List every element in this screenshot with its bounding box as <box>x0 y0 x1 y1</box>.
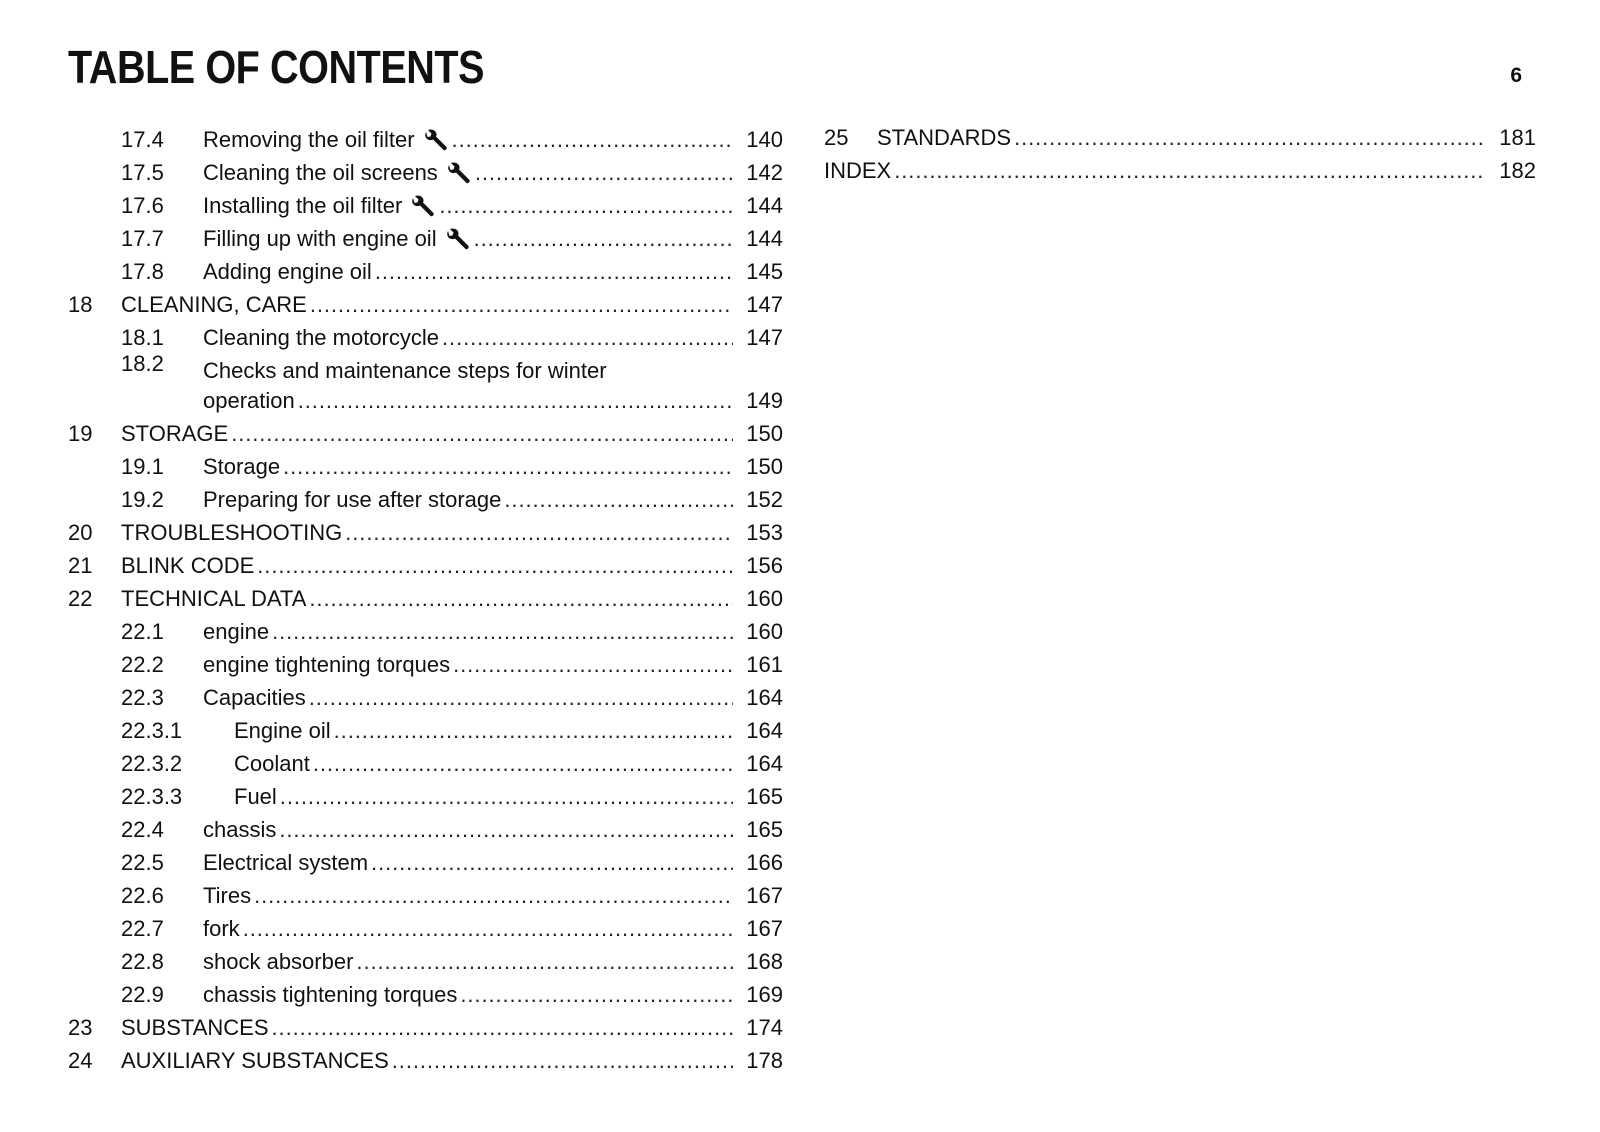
toc-entry[interactable] <box>68 810 783 843</box>
toc-entry-title: Adding engine oil <box>203 259 372 284</box>
toc-entry-title: Preparing for use after storage <box>203 487 502 512</box>
dot-leader <box>375 259 733 285</box>
toc-entry-title: CLEANING, CARE <box>121 292 307 317</box>
toc-entry[interactable] <box>68 777 783 810</box>
toc-entry-title: TECHNICAL DATA <box>121 586 307 611</box>
toc-entry-page: 167 <box>746 883 783 908</box>
toc-entry-page: 144 <box>746 193 783 218</box>
toc-entry-page: 153 <box>746 520 783 545</box>
toc-entry-title: Removing the oil filter <box>203 127 415 152</box>
toc-entry-page: 145 <box>746 259 783 284</box>
toc-entry[interactable] <box>68 1041 783 1074</box>
toc-entry-number: 18.2 <box>121 351 164 376</box>
toc-entry-title: Filling up with engine oil <box>203 226 437 251</box>
wrench-icon <box>410 195 436 219</box>
toc-entry-title: BLINK CODE <box>121 553 255 578</box>
toc-entry[interactable] <box>68 909 783 942</box>
toc-entry-page: 165 <box>746 817 783 842</box>
toc-entry-number: 18.1 <box>121 325 164 350</box>
toc-entry-title: Storage <box>203 454 281 479</box>
toc-entry-number: 22.3.3 <box>121 784 183 809</box>
toc-entry-title: Coolant <box>234 751 310 776</box>
toc-entry-title: TROUBLESHOOTING <box>121 520 343 545</box>
toc-entry-page: 181 <box>1499 125 1536 150</box>
toc-entry[interactable] <box>68 351 783 414</box>
toc-entry-number: 21 <box>68 553 93 578</box>
toc-entry[interactable] <box>68 744 783 777</box>
toc-entry-title: engine <box>203 619 270 644</box>
toc-entry-title-continued: operation <box>203 388 295 413</box>
toc-entry-number: 22.6 <box>121 883 164 908</box>
page-title: TABLE OF CONTENTS <box>68 41 485 93</box>
dot-leader <box>442 325 733 351</box>
toc-entry-number: 22.3.1 <box>121 718 183 743</box>
wrench-icon <box>446 162 472 186</box>
toc-entry-title: shock absorber <box>203 949 354 974</box>
toc-entry-title: AUXILIARY SUBSTANCES <box>121 1048 389 1073</box>
toc-entry[interactable] <box>68 186 783 219</box>
toc-entry-title: Installing the oil filter <box>203 193 403 218</box>
dot-leader <box>298 388 733 414</box>
toc-entry-number: 22 <box>68 586 93 611</box>
toc-entry[interactable] <box>68 876 783 909</box>
page-number: 6 <box>1510 64 1522 87</box>
wrench-icon <box>445 228 471 252</box>
dot-leader <box>243 916 733 942</box>
toc-right-column <box>824 118 1536 184</box>
toc-entry-title: Cleaning the oil screens <box>203 160 438 185</box>
dot-leader <box>272 619 733 645</box>
toc-entry-number: 22.5 <box>121 850 164 875</box>
dot-leader <box>279 817 733 843</box>
toc-entry-title: chassis tightening torques <box>203 982 458 1007</box>
dot-leader <box>310 292 733 318</box>
dot-leader <box>894 158 1486 184</box>
toc-entry-page: 164 <box>746 718 783 743</box>
toc-entry-number: 22.2 <box>121 652 164 677</box>
toc-entry-title: SUBSTANCES <box>121 1015 269 1040</box>
toc-entry-number: 22.9 <box>121 982 164 1007</box>
toc-entry-number: 17.4 <box>121 127 164 152</box>
dot-leader <box>504 487 733 513</box>
dot-leader <box>313 751 733 777</box>
toc-entry-number: 17.6 <box>121 193 164 218</box>
dot-leader <box>345 520 733 546</box>
toc-entry[interactable] <box>68 612 783 645</box>
dot-leader <box>474 226 733 252</box>
toc-entry-page: 164 <box>746 685 783 710</box>
toc-entry-number: 17.8 <box>121 259 164 284</box>
toc-entry[interactable] <box>68 480 783 513</box>
toc-entry-page: 160 <box>746 586 783 611</box>
toc-entry[interactable] <box>68 711 783 744</box>
toc-entry-page: 167 <box>746 916 783 941</box>
toc-entry-title: Engine oil <box>234 718 331 743</box>
toc-entry[interactable] <box>68 1008 783 1041</box>
toc-entry-number: 22.3 <box>121 685 164 710</box>
dot-leader <box>356 949 733 975</box>
toc-entry-number: 22.8 <box>121 949 164 974</box>
toc-entry-page: 150 <box>746 454 783 479</box>
dot-leader <box>334 718 733 744</box>
toc-entry-number: 20 <box>68 520 93 545</box>
toc-entry[interactable] <box>68 414 783 447</box>
toc-entry[interactable] <box>68 219 783 252</box>
dot-leader <box>392 1048 733 1074</box>
dot-leader <box>439 193 733 219</box>
toc-entry-title: engine tightening torques <box>203 652 451 677</box>
toc-entry-page: 147 <box>746 325 783 350</box>
toc-entry-number: 22.4 <box>121 817 164 842</box>
dot-leader <box>452 127 733 153</box>
toc-entry-title: Fuel <box>234 784 277 809</box>
toc-entry-number: 18 <box>68 292 93 317</box>
toc-entry-title: fork <box>203 916 240 941</box>
toc-entry-page: 156 <box>746 553 783 578</box>
toc-entry[interactable] <box>68 942 783 975</box>
toc-entry-page: 169 <box>746 982 783 1007</box>
toc-entry-page: 149 <box>746 388 783 413</box>
toc-entry-title: Capacities <box>203 685 306 710</box>
toc-left-column <box>68 120 783 1074</box>
dot-leader <box>309 685 733 711</box>
toc-entry-number: 23 <box>68 1015 93 1040</box>
toc-entry-page: 140 <box>746 127 783 152</box>
toc-entry[interactable] <box>68 975 783 1008</box>
toc-entry-title: Electrical system <box>203 850 369 875</box>
dot-leader <box>280 784 733 810</box>
dot-leader <box>257 553 733 579</box>
toc-entry-title: chassis <box>203 817 277 842</box>
toc-entry-title: STANDARDS <box>877 125 1012 150</box>
toc-entry[interactable] <box>68 678 783 711</box>
dot-leader <box>1014 125 1486 151</box>
toc-entry-page: 182 <box>1499 158 1536 183</box>
toc-entry-number: 22.3.2 <box>121 751 183 776</box>
toc-entry-title: STORAGE <box>121 421 229 446</box>
toc-entry[interactable] <box>68 843 783 876</box>
toc-entry-page: 147 <box>746 292 783 317</box>
toc-entry-title: Checks and maintenance steps for winter <box>203 358 607 383</box>
toc-entry-page: 166 <box>746 850 783 875</box>
dot-leader <box>272 1015 733 1041</box>
dot-leader <box>475 160 733 186</box>
toc-entry-number: 22.1 <box>121 619 164 644</box>
toc-entry-number: 24 <box>68 1048 93 1073</box>
toc-entry[interactable] <box>68 285 783 318</box>
dot-leader <box>254 883 733 909</box>
dot-leader <box>453 652 733 678</box>
toc-entry-page: 150 <box>746 421 783 446</box>
toc-entry-page: 165 <box>746 784 783 809</box>
dot-leader <box>309 586 733 612</box>
wrench-icon <box>423 129 449 153</box>
dot-leader <box>371 850 733 876</box>
toc-entry-number: 19 <box>68 421 93 446</box>
toc-entry[interactable] <box>68 120 783 153</box>
toc-entry[interactable] <box>68 579 783 612</box>
toc-entry[interactable] <box>68 252 783 285</box>
toc-entry-page: 164 <box>746 751 783 776</box>
toc-entry[interactable] <box>68 318 783 351</box>
toc-entry-title: Cleaning the motorcycle <box>203 325 440 350</box>
toc-entry[interactable] <box>68 645 783 678</box>
toc-entry-page: 142 <box>746 160 783 185</box>
toc-entry-number: 19.2 <box>121 487 164 512</box>
toc-entry-page: 168 <box>746 949 783 974</box>
toc-entry[interactable] <box>68 447 783 480</box>
toc-entry-number: 25 <box>824 125 849 150</box>
dot-leader <box>460 982 733 1008</box>
toc-entry-number: 17.7 <box>121 226 164 251</box>
toc-entry-number: 22.7 <box>121 916 164 941</box>
toc-entry-title: INDEX <box>824 158 892 183</box>
dot-leader <box>231 421 733 447</box>
toc-entry[interactable] <box>68 153 783 186</box>
toc-entry-title: Tires <box>203 883 252 908</box>
toc-entry[interactable] <box>68 513 783 546</box>
toc-entry-page: 160 <box>746 619 783 644</box>
toc-entry[interactable] <box>68 546 783 579</box>
toc-entry-page: 178 <box>746 1048 783 1073</box>
toc-entry[interactable] <box>824 118 1536 151</box>
toc-entry[interactable] <box>824 151 1536 184</box>
toc-entry-page: 152 <box>746 487 783 512</box>
toc-entry-page: 174 <box>746 1015 783 1040</box>
toc-entry-page: 161 <box>746 652 783 677</box>
toc-entry-number: 17.5 <box>121 160 164 185</box>
toc-entry-page: 144 <box>746 226 783 251</box>
toc-entry-number: 19.1 <box>121 454 164 479</box>
dot-leader <box>283 454 733 480</box>
